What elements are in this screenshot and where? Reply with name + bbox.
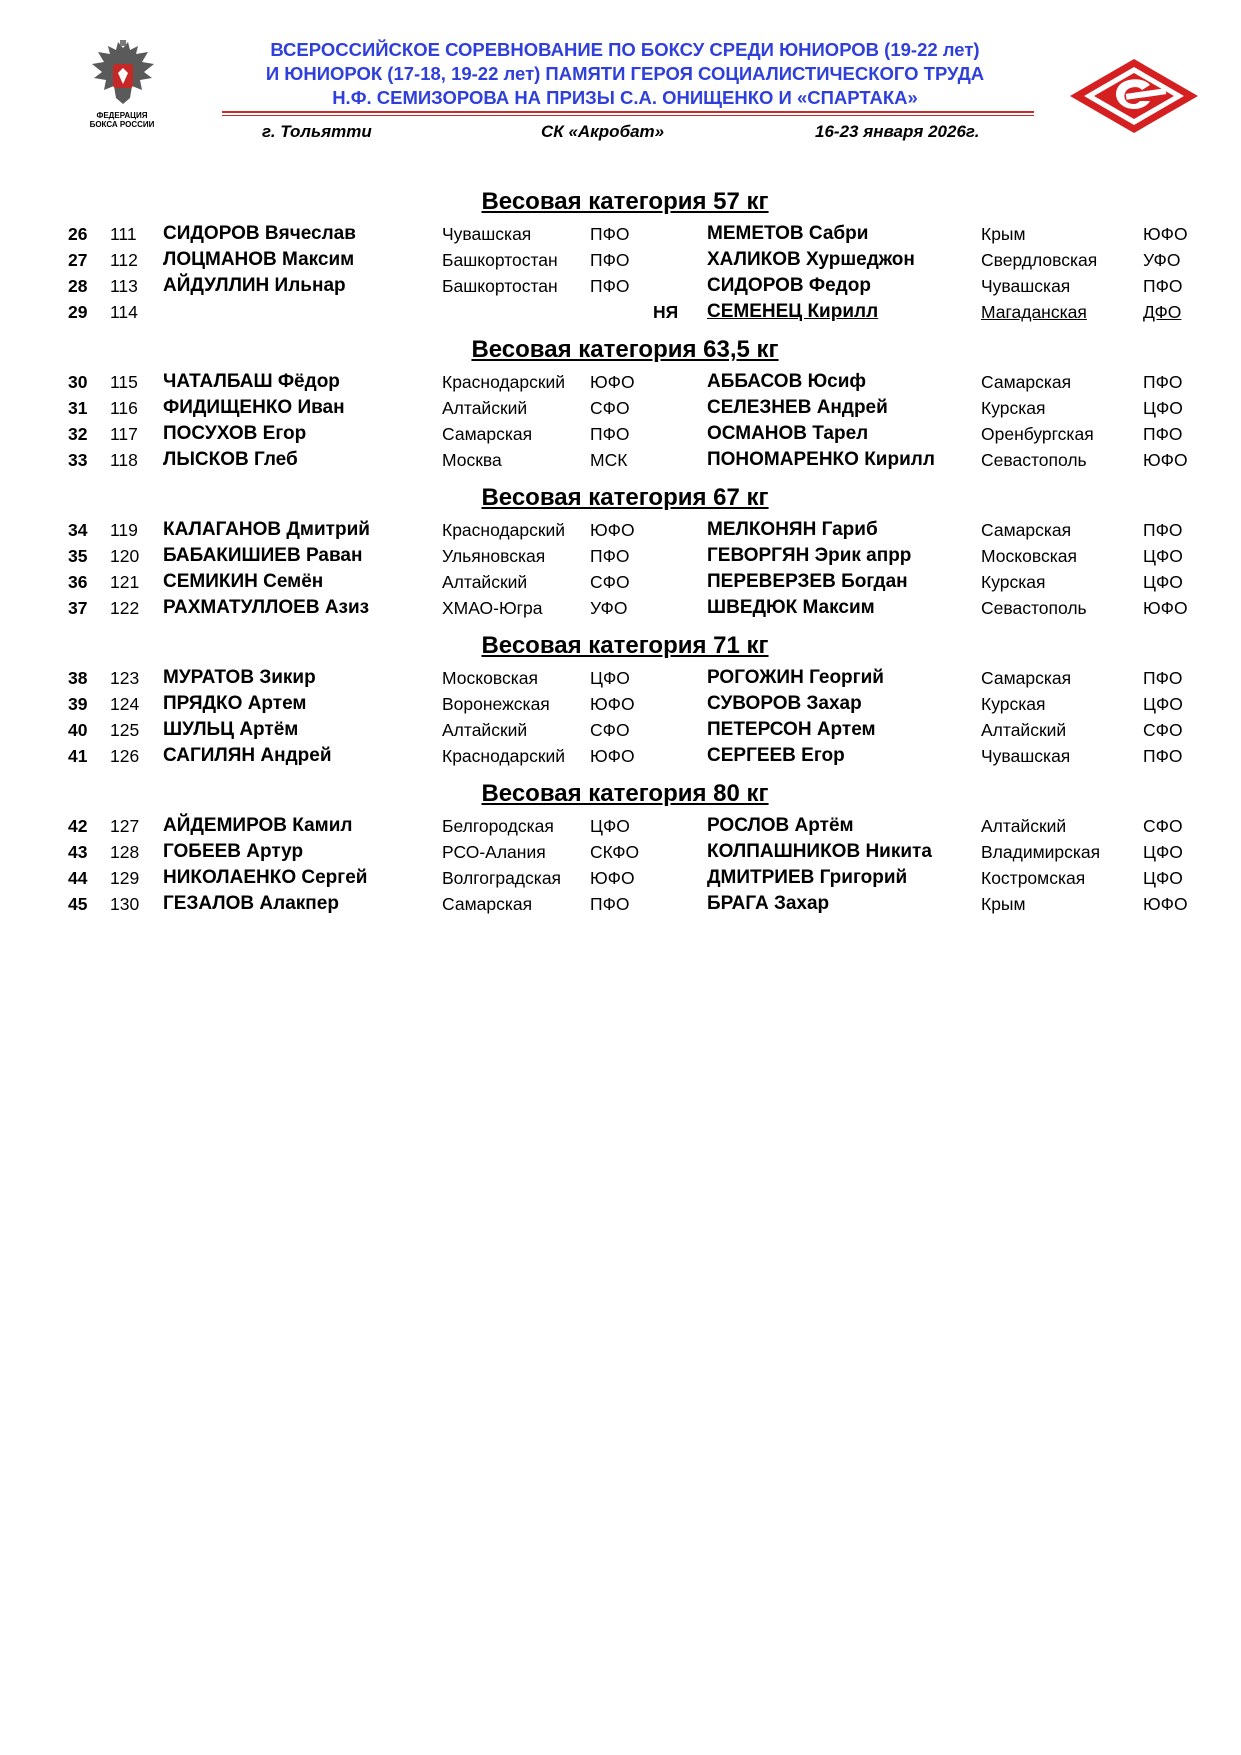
- boxer-red-region: ХМАО-Югра: [442, 598, 543, 618]
- boxer-blue-region: Курская: [981, 572, 1046, 592]
- boxer-blue-name: МЕЛКОНЯН Гариб: [707, 519, 878, 540]
- boxer-red-district: СКФО: [590, 842, 640, 862]
- boxer-red-district: СФО: [590, 572, 630, 592]
- boxer-red-name: ФИДИЩЕНКО Иван: [163, 397, 345, 418]
- pair-number: 117: [110, 424, 138, 444]
- boxer-red-region: Башкортостан: [442, 250, 558, 270]
- pair-number: 121: [110, 572, 140, 592]
- boxer-blue-region: Чувашская: [981, 746, 1071, 766]
- pair-number: 116: [110, 398, 138, 418]
- boxer-blue-region: Крым: [981, 224, 1026, 244]
- federation-caption-line1: ФЕДЕРАЦИЯ: [96, 111, 148, 120]
- boxer-blue-name: СУВОРОВ Захар: [707, 693, 862, 714]
- boxer-red-region: Белгородская: [442, 816, 554, 836]
- bout-number: 42: [68, 816, 88, 836]
- boxer-red-name: СЕМИКИН Семён: [163, 571, 324, 592]
- boxer-blue-district: ЦФО: [1143, 694, 1183, 714]
- boxer-blue-region: Алтайский: [981, 816, 1067, 836]
- boxer-red-district: МСК: [590, 450, 628, 470]
- boxer-blue-name: КОЛПАШНИКОВ Никита: [707, 841, 932, 862]
- weight-category-title: Весовая категория 80 кг: [481, 780, 769, 807]
- pair-number: 112: [110, 250, 138, 270]
- boxer-blue-name: РОСЛОВ Артём: [707, 815, 854, 836]
- pair-number: 114: [110, 302, 138, 322]
- boxer-red-name: ГОБЕЕВ Артур: [163, 841, 304, 862]
- bout-number: 35: [68, 546, 88, 566]
- federation-caption: [72, 111, 172, 129]
- boxer-blue-district: ЮФО: [1143, 224, 1188, 244]
- boxer-red-name: МУРАТОВ Зикир: [163, 667, 316, 688]
- weight-category-title: Весовая категория 57 кг: [481, 188, 769, 215]
- boxer-red-name: ШУЛЬЦ Артём: [163, 719, 299, 740]
- boxer-blue-district: ДФО: [1143, 302, 1182, 322]
- dates-label: 16-23 января 2026г.: [815, 122, 980, 141]
- boxer-blue-name: ГЕВОРГЯН Эрик апрр: [707, 545, 912, 566]
- spartak-logo: [1068, 57, 1200, 135]
- boxer-red-district: СФО: [590, 720, 630, 740]
- bout-row: [0, 398, 1241, 424]
- boxer-red-name: САГИЛЯН Андрей: [163, 745, 332, 766]
- boxer-blue-region: Чувашская: [981, 276, 1071, 296]
- bout-number: 34: [68, 520, 88, 540]
- venue-label: СК «Акробат»: [541, 122, 665, 141]
- bout-row: [0, 546, 1241, 572]
- bout-row: [0, 520, 1241, 546]
- boxer-red-district: ЦФО: [590, 668, 630, 688]
- bout-row: [0, 842, 1241, 868]
- boxer-red-name: ЛЫСКОВ Глеб: [163, 449, 298, 470]
- boxer-red-district: ПФО: [590, 546, 630, 566]
- boxer-blue-name: ОСМАНОВ Тарел: [707, 423, 869, 444]
- boxer-red-name: РАХМАТУЛЛОЕВ Азиз: [163, 597, 370, 618]
- boxer-blue-region: Самарская: [981, 520, 1072, 540]
- boxer-blue-region: Севастополь: [981, 450, 1087, 470]
- bout-number: 33: [68, 450, 88, 470]
- weight-category-title: Весовая категория 63,5 кг: [471, 336, 779, 363]
- boxer-blue-region: Самарская: [981, 372, 1072, 392]
- pair-number: 113: [110, 276, 138, 296]
- title-line-2: И ЮНИОРОК (17-18, 19-22 лет) ПАМЯТИ ГЕРОЯ СОЦИАЛИСТИЧЕСКОГО ТРУДА: [265, 63, 985, 84]
- boxer-blue-region: Алтайский: [981, 720, 1067, 740]
- boxer-blue-region: Курская: [981, 398, 1046, 418]
- bout-row: [0, 424, 1241, 450]
- bout-number: 27: [68, 250, 88, 270]
- boxer-blue-name: РОГОЖИН Георгий: [707, 667, 884, 688]
- bout-number: 30: [68, 372, 88, 392]
- boxer-red-district: ЮФО: [590, 694, 635, 714]
- header-divider-thin: [222, 115, 1034, 116]
- boxer-red-district: ПФО: [590, 894, 630, 914]
- bout-number: 43: [68, 842, 88, 862]
- pair-number: 122: [110, 598, 140, 618]
- boxer-red-name: ПРЯДКО Артем: [163, 693, 307, 714]
- boxer-blue-district: ПФО: [1143, 424, 1183, 444]
- bout-number: 44: [68, 868, 88, 888]
- boxer-red-region: РСО-Алания: [442, 842, 546, 862]
- boxer-blue-district: ЮФО: [1143, 894, 1188, 914]
- boxer-blue-district: ЦФО: [1143, 398, 1183, 418]
- boxer-red-region: Ульяновская: [442, 546, 546, 566]
- boxer-blue-name: МЕМЕТОВ Сабри: [707, 223, 869, 244]
- spartak-rhombus-icon: [1068, 57, 1200, 135]
- boxer-red-region: Волгоградская: [442, 868, 562, 888]
- boxer-red-region: Башкортостан: [442, 276, 558, 296]
- boxer-red-region: Краснодарский: [442, 746, 566, 766]
- bout-number: 29: [68, 302, 88, 322]
- boxer-blue-district: ПФО: [1143, 746, 1183, 766]
- boxer-blue-district: ЦФО: [1143, 546, 1183, 566]
- boxer-red-name: ЛОЦМАНОВ Максим: [163, 249, 355, 270]
- boxer-red-region: Москва: [442, 450, 502, 470]
- bout-row: [0, 816, 1241, 842]
- boxer-red-region: Алтайский: [442, 572, 528, 592]
- pair-number: 118: [110, 450, 138, 470]
- pair-number: 127: [110, 816, 140, 836]
- boxer-red-district: ПФО: [590, 224, 630, 244]
- boxer-blue-region: Крым: [981, 894, 1026, 914]
- boxer-blue-region: Магаданская: [981, 302, 1087, 322]
- boxer-red-region: Краснодарский: [442, 520, 566, 540]
- header-divider-thick: [222, 111, 1034, 113]
- bout-row: [0, 668, 1241, 694]
- bout-number: 39: [68, 694, 88, 714]
- boxer-blue-region: Самарская: [981, 668, 1072, 688]
- bout-number: 37: [68, 598, 88, 618]
- boxer-blue-district: УФО: [1143, 250, 1181, 270]
- boxer-blue-district: ПФО: [1143, 520, 1183, 540]
- boxer-red-district: ПФО: [590, 276, 630, 296]
- pair-number: 129: [110, 868, 140, 888]
- boxer-blue-region: Оренбургская: [981, 424, 1094, 444]
- boxer-red-name: БАБАКИШИЕВ Раван: [163, 545, 363, 566]
- boxer-blue-name: ПОНОМАРЕНКО Кирилл: [707, 449, 935, 470]
- boxer-blue-district: ЮФО: [1143, 450, 1188, 470]
- boxer-red-name: АЙДУЛЛИН Ильнар: [163, 275, 346, 296]
- federation-caption-line2: БОКСА РОССИИ: [89, 120, 155, 129]
- bout-number: 26: [68, 224, 88, 244]
- pair-number: 130: [110, 894, 140, 914]
- boxer-red-name: СИДОРОВ Вячеслав: [163, 223, 356, 244]
- boxer-red-district: ЮФО: [590, 372, 635, 392]
- boxer-blue-district: ПФО: [1143, 276, 1183, 296]
- boxer-blue-name: ХАЛИКОВ Хуршеджон: [707, 249, 915, 270]
- pair-number: 111: [110, 224, 137, 244]
- boxer-blue-name: СЕМЕНЕЦ Кирилл: [707, 301, 879, 322]
- boxer-blue-district: ЮФО: [1143, 598, 1188, 618]
- boxer-blue-district: СФО: [1143, 816, 1183, 836]
- boxer-red-district: ЮФО: [590, 746, 635, 766]
- bout-row: [0, 250, 1241, 276]
- pair-number: 119: [110, 520, 138, 540]
- bout-row: [0, 868, 1241, 894]
- boxer-blue-region: Владимирская: [981, 842, 1101, 862]
- bout-number: 40: [68, 720, 88, 740]
- pair-number: 125: [110, 720, 140, 740]
- bout-number: 41: [68, 746, 88, 766]
- boxer-blue-district: СФО: [1143, 720, 1183, 740]
- bout-row: [0, 302, 1241, 328]
- bout-row: [0, 894, 1241, 920]
- city-label: г. Тольятти: [262, 122, 372, 141]
- boxer-red-name: КАЛАГАНОВ Дмитрий: [163, 519, 370, 540]
- title-line-3: Н.Ф. СЕМИЗОРОВА НА ПРИЗЫ С.А. ОНИЩЕНКО И «СПАРТАКА»: [332, 87, 918, 108]
- boxer-red-district: ЮФО: [590, 520, 635, 540]
- pair-number: 126: [110, 746, 140, 766]
- bout-row: [0, 372, 1241, 398]
- boxer-red-region: Алтайский: [442, 720, 528, 740]
- bout-number: 31: [68, 398, 88, 418]
- boxer-blue-name: СИДОРОВ Федор: [707, 275, 871, 296]
- boxer-blue-region: Севастополь: [981, 598, 1087, 618]
- boxer-blue-name: СЕЛЕЗНЕВ Андрей: [707, 397, 888, 418]
- boxer-blue-region: Свердловская: [981, 250, 1098, 270]
- boxer-blue-name: ПЕРЕВЕРЗЕВ Богдан: [707, 571, 908, 592]
- boxer-blue-name: БРАГА Захар: [707, 893, 830, 914]
- boxer-blue-region: Костромская: [981, 868, 1086, 888]
- double-headed-eagle-icon: [86, 38, 160, 112]
- boxer-blue-district: ЦФО: [1143, 842, 1183, 862]
- boxer-red-region: Алтайский: [442, 398, 528, 418]
- boxer-red-district: ЮФО: [590, 868, 635, 888]
- boxer-red-region: Самарская: [442, 894, 533, 914]
- boxer-red-name: ЧАТАЛБАШ Фёдор: [163, 371, 340, 392]
- boxer-blue-district: ЦФО: [1143, 572, 1183, 592]
- pair-number: 115: [110, 372, 138, 392]
- boxer-red-district: ПФО: [590, 250, 630, 270]
- bout-row: [0, 276, 1241, 302]
- no-show-mark: НЯ: [653, 302, 679, 322]
- title-line-1: ВСЕРОССИЙСКОЕ СОРЕВНОВАНИЕ ПО БОКСУ СРЕДИ ЮНИОРОВ (19-22 лет): [270, 39, 980, 60]
- boxer-red-region: Самарская: [442, 424, 533, 444]
- boxer-blue-district: ПФО: [1143, 372, 1183, 392]
- bout-row: [0, 598, 1241, 624]
- boxer-red-name: АЙДЕМИРОВ Камил: [163, 815, 353, 836]
- weight-category-title: Весовая категория 71 кг: [481, 632, 769, 659]
- weight-category-title: Весовая категория 67 кг: [481, 484, 769, 511]
- competition-title: [220, 38, 1030, 110]
- boxer-red-name: ПОСУХОВ Егор: [163, 423, 307, 444]
- pair-number: 120: [110, 546, 140, 566]
- boxer-blue-region: Курская: [981, 694, 1046, 714]
- boxer-red-region: Воронежская: [442, 694, 550, 714]
- boxer-red-region: Краснодарский: [442, 372, 566, 392]
- bout-number: 38: [68, 668, 88, 688]
- boxer-blue-name: ПЕТЕРСОН Артем: [707, 719, 876, 740]
- boxer-red-name: ГЕЗАЛОВ Алакпер: [163, 893, 339, 914]
- boxer-blue-name: СЕРГЕЕВ Егор: [707, 745, 845, 766]
- boxer-blue-region: Московская: [981, 546, 1077, 566]
- bout-number: 36: [68, 572, 88, 592]
- pair-number: 124: [110, 694, 140, 714]
- boxer-red-region: Московская: [442, 668, 538, 688]
- boxer-red-name: НИКОЛАЕНКО Сергей: [163, 867, 368, 888]
- pair-number: 128: [110, 842, 140, 862]
- boxer-red-district: УФО: [590, 598, 628, 618]
- bout-row: [0, 746, 1241, 772]
- boxer-blue-name: ШВЕДЮК Максим: [707, 597, 875, 618]
- boxer-red-district: ЦФО: [590, 816, 630, 836]
- boxer-red-district: СФО: [590, 398, 630, 418]
- boxer-red-district: ПФО: [590, 424, 630, 444]
- boxer-blue-district: ПФО: [1143, 668, 1183, 688]
- bout-row: [0, 450, 1241, 476]
- boxer-blue-name: АББАСОВ Юсиф: [707, 371, 867, 392]
- boxer-blue-district: ЦФО: [1143, 868, 1183, 888]
- bout-row: [0, 694, 1241, 720]
- bout-row: [0, 572, 1241, 598]
- bout-number: 32: [68, 424, 88, 444]
- boxer-blue-name: ДМИТРИЕВ Григорий: [707, 867, 908, 888]
- bout-row: [0, 720, 1241, 746]
- boxer-red-region: Чувашская: [442, 224, 532, 244]
- pair-number: 123: [110, 668, 140, 688]
- bout-number: 45: [68, 894, 88, 914]
- bout-row: [0, 224, 1241, 250]
- bout-number: 28: [68, 276, 88, 296]
